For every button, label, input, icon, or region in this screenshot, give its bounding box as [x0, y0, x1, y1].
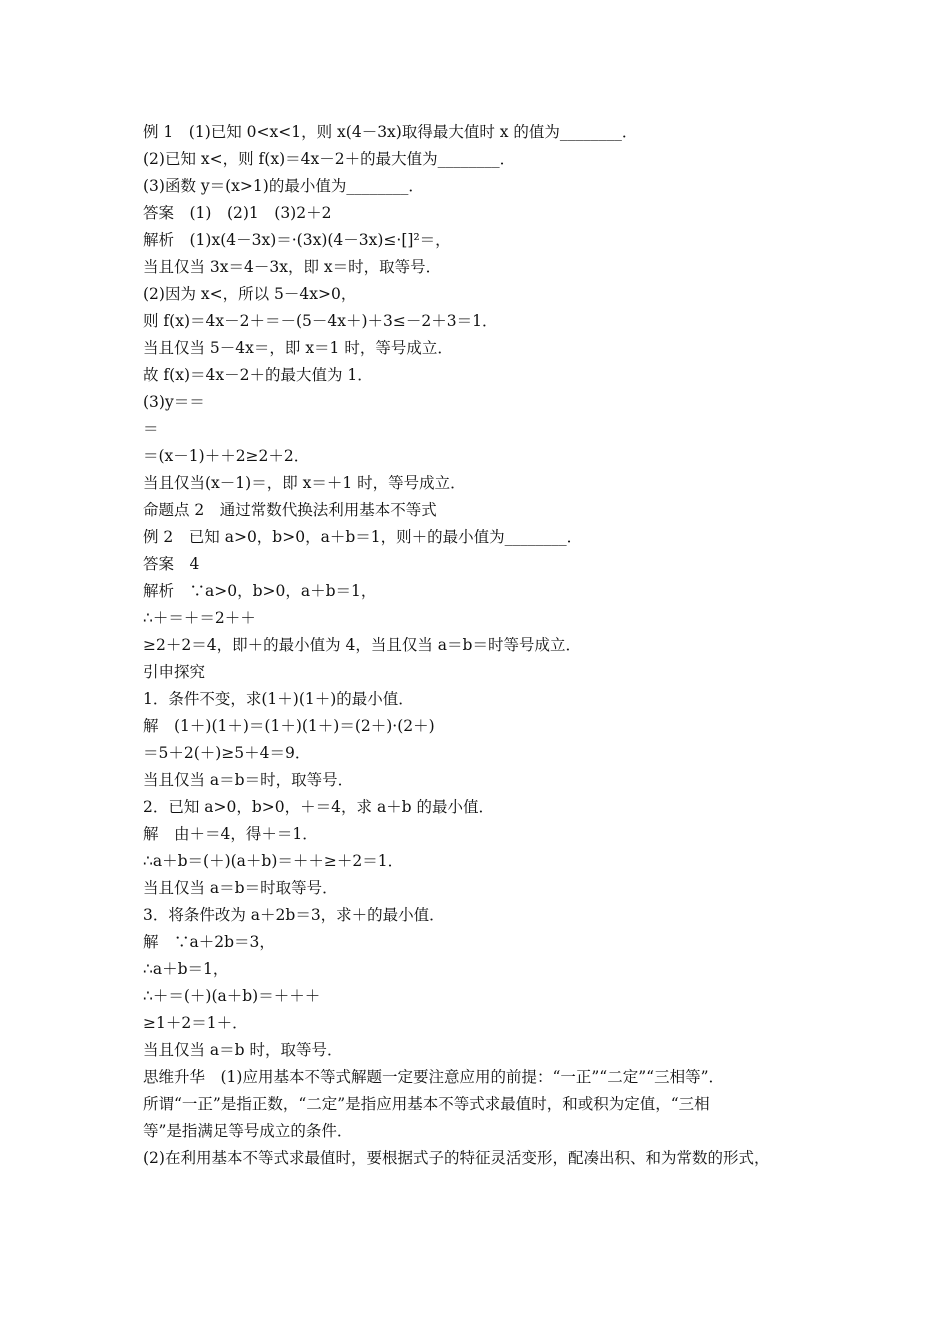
text-line: 解 由＋＝4，得＋＝1．: [143, 825, 318, 843]
text-line: 2．已知 a>0，b>0，＋＝4，求 a＋b 的最小值．: [143, 798, 495, 816]
text-line: (2)已知 x<，则 f(x)＝4x－2＋的最大值为________．: [143, 150, 516, 168]
text-line: 当且仅当 a＝b 时，取等号．: [143, 1041, 343, 1059]
text-line: ≥1＋2＝1＋．: [143, 1014, 248, 1032]
text-line: 等”是指满足等号成立的条件．: [143, 1122, 353, 1140]
text-line: 当且仅当 a＝b＝时取等号．: [143, 879, 338, 897]
text-line: ＝(x－1)＋＋2≥2＋2．: [143, 447, 310, 465]
analysis-line: 解析 ∵a>0，b>0，a＋b＝1，: [143, 582, 377, 600]
text-line: 当且仅当 a＝b＝时，取等号．: [143, 771, 354, 789]
text-line: (2)因为 x<，所以 5－4x>0，: [143, 285, 357, 303]
text-line: ∴＋＝＋＝2＋＋: [143, 609, 256, 627]
text-line: ＝5＋2(＋)≥5＋4＝9．: [143, 744, 311, 762]
answer-line: 答案 (1) (2)1 (3)2＋2: [143, 204, 332, 222]
text-line: 解 (1＋)(1＋)＝(1＋)(1＋)＝(2＋)·(2＋): [143, 717, 435, 735]
analysis-line: 解析 (1)x(4－3x)＝·(3x)(4－3x)≤·[]²＝，: [143, 231, 451, 249]
section-heading: 命题点 2 通过常数代换法利用基本不等式: [143, 501, 437, 519]
section-heading: 引申探究: [143, 663, 206, 681]
text-line: 所谓“一正”是指正数，“二定”是指应用基本不等式求最值时，和或积为定值，“三相: [143, 1095, 710, 1113]
text-line: ∴a＋b＝1，: [143, 960, 229, 978]
text-line: (3)y＝＝: [143, 393, 205, 411]
answer-line: 答案 4: [143, 555, 200, 573]
text-line: 则 f(x)＝4x－2＋＝－(5－4x＋)＋3≤－2＋3＝1．: [143, 312, 498, 330]
text-line: 当且仅当 5－4x＝，即 x＝1 时，等号成立．: [143, 339, 453, 357]
text-line: (3)函数 y＝(x>1)的最小值为________．: [143, 177, 424, 195]
text-line: ≥2＋2＝4，即＋的最小值为 4，当且仅当 a＝b＝时等号成立．: [143, 636, 581, 654]
text-line: 解 ∵a＋2b＝3，: [143, 933, 275, 951]
text-line: 例 2 已知 a>0，b>0，a＋b＝1，则＋的最小值为________．: [143, 528, 583, 546]
text-line: 当且仅当(x－1)＝，即 x＝＋1 时，等号成立．: [143, 474, 466, 492]
text-line: 故 f(x)＝4x－2＋的最大值为 1．: [143, 366, 373, 384]
text-line: 当且仅当 3x＝4－3x，即 x＝时，取等号．: [143, 258, 442, 276]
text-line: ∴a＋b＝(＋)(a＋b)＝＋＋≥＋2＝1．: [143, 852, 404, 870]
text-line: 3．将条件改为 a＋2b＝3，求＋的最小值．: [143, 906, 445, 924]
text-line: ∴＋＝(＋)(a＋b)＝＋＋＋: [143, 987, 321, 1005]
text-line: ＝: [143, 420, 159, 438]
document-page: [143, 119, 823, 1172]
summary-line: 思维升华 (1)应用基本不等式解题一定要注意应用的前提：“一正”“二定”“三相等”．: [143, 1068, 725, 1086]
text-line: 例 1 (1)已知 0<x<1，则 x(4－3x)取得最大值时 x 的值为________．: [143, 123, 638, 141]
text-line: 1．条件不变，求(1＋)(1＋)的最小值．: [143, 690, 414, 708]
text-line: (2)在利用基本不等式求最值时，要根据式子的特征灵活变形，配凑出积、和为常数的形式，: [143, 1149, 770, 1167]
